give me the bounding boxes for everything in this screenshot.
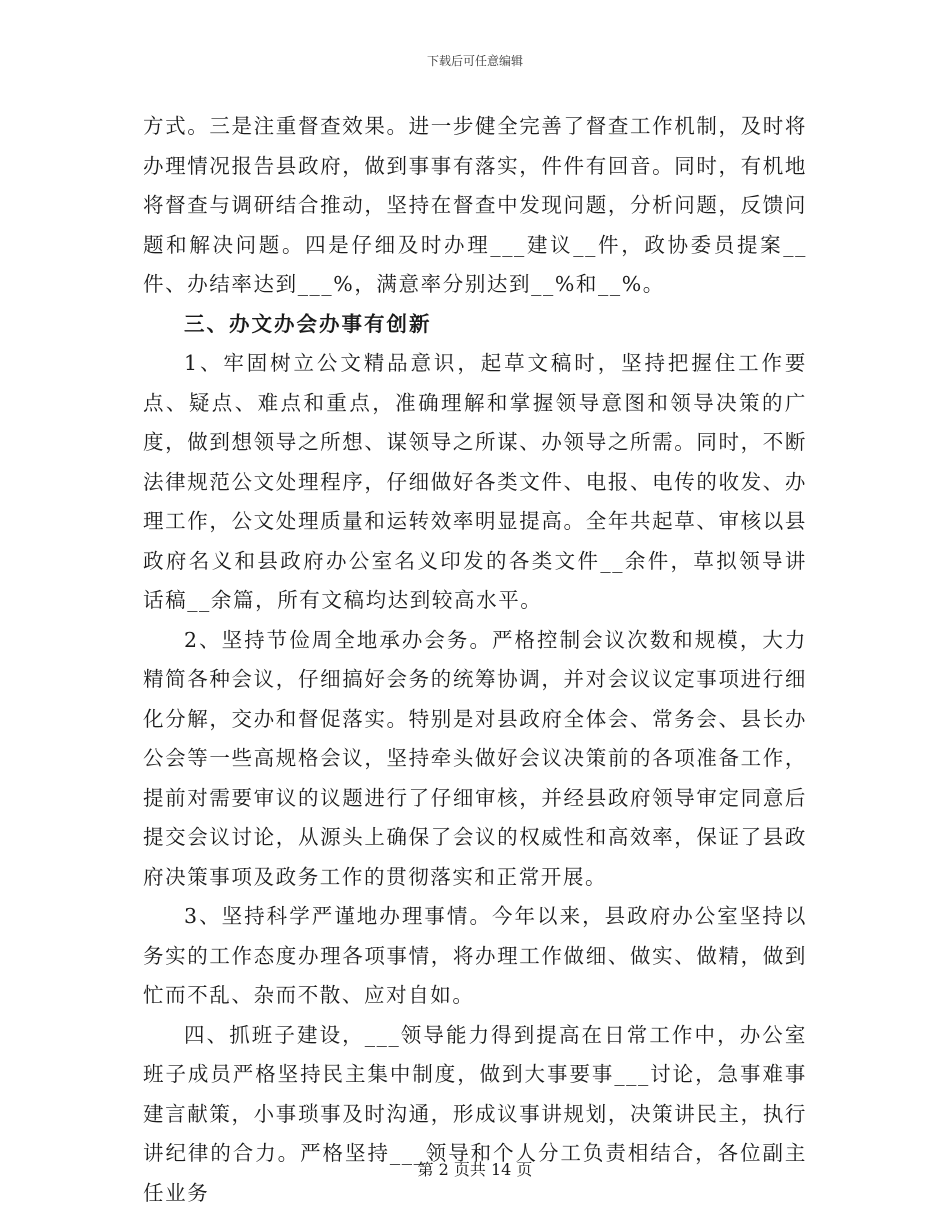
- paragraph-official-documents: 1、牢固树立公文精品意识，起草文稿时，坚持把握住工作要点、疑点、难点和重点，准确理解和掌握领导意图和领导决策的广度，做到想领导之所想、谋领导之所谋、办领导之所需。同时，不断法律规范公文处理程序，仔细做好各类文件、电报、电传的收发、办理工作，公文处理质量和运转效率明显提高。全年共起草、审核以县政府名义和县政府办公室名义印发的各类文件__余件，草拟领导讲话稿__余篇，所有文稿均达到较高水平。: [143, 351, 807, 612]
- page-number: 第 2 页共 14 页: [417, 1160, 533, 1179]
- paragraph-meetings: 2、坚持节俭周全地承办会务。严格控制会议次数和规模，大力精简各种会议，仔细搞好会务的统筹协调，并对会议议定事项进行细化分解，交办和督促落实。特别是对县政府全体会、常务会、县长办公会等一些高规格会议，坚持牵头做好会议决策前的各项准备工作，提前对需要审议的议题进行了仔细审核，并经县政府领导审定同意后提交会议讨论，从源头上确保了会议的权威性和高效率，保证了县政府决策事项及政务工作的贯彻落实和正常开展。: [143, 627, 807, 889]
- document-body: [143, 107, 807, 1213]
- paragraph-handling-affairs: 3、坚持科学严谨地办理事情。今年以来，县政府办公室坚持以务实的工作态度办理各项事情，将办理工作做细、做实、做精，做到忙而不乱、杂而不散、应对自如。: [143, 904, 807, 1007]
- section-heading: 三、办文办会办事有创新: [184, 311, 432, 336]
- paragraph-team-building: 四、抓班子建设，___领导能力得到提高在日常工作中，办公室班子成员严格坚持民主集中制度，做到大事要事___讨论，急事难事建言献策，小事琐事及时沟通，形成议事讲规划，决策讲民主，执行讲纪律的合力。严格坚持___领导和个人分工负责相结合，各位副主任业务: [143, 1022, 807, 1205]
- page-header: 下载后可任意编辑: [426, 54, 523, 68]
- paragraph-continuation: 方式。三是注重督查效果。进一步健全完善了督查工作机制，及时将办理情况报告县政府，做到事事有落实，件件有回音。同时，有机地将督查与调研结合推动，坚持在督查中发现问题，分析问题，反馈问题和解决问题。四是仔细及时办理___建议__件，政协委员提案__件、办结率达到___%，满意率分别达到__%和__%。: [143, 114, 807, 296]
